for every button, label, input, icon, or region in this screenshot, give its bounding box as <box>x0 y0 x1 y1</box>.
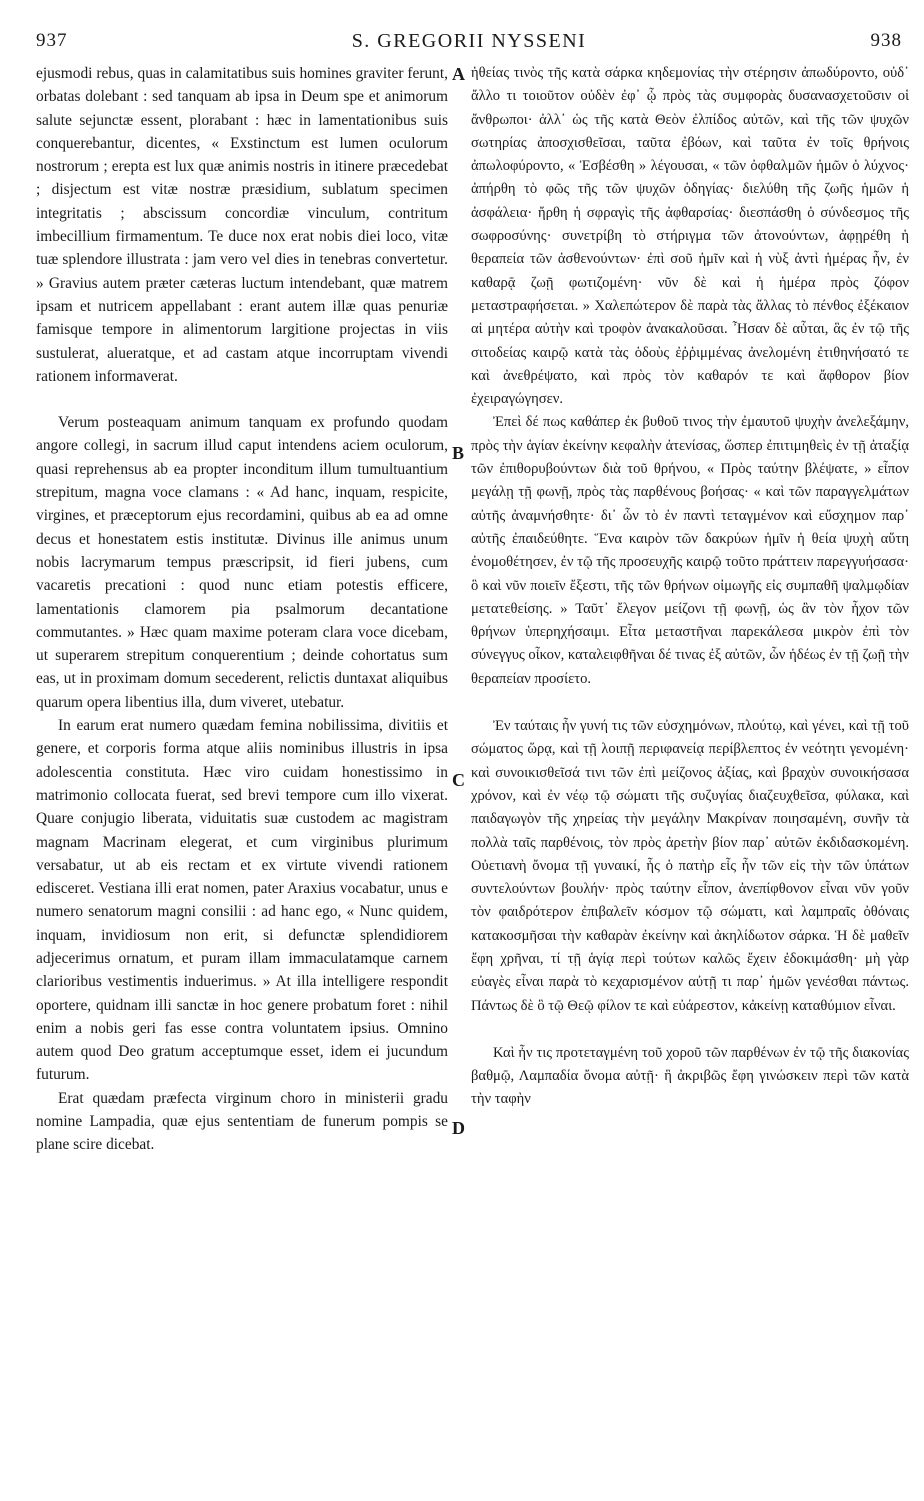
margin-marker-d: D <box>452 1118 465 1138</box>
latin-paragraph: Verum posteaquam animum tanquam ex profundo quodam angore collegi, in sacrum illud caput intendens aciem oculorum, quasi reprehensus ab ea propter inconditum illum tumultuantium strepitum, magna voce clamans : « Ad hanc, inquam, respicite, virgines, et præceptorum ejus recordamini, quibus ab ea ad omne decus et honestatem estis institutæ. Divinus ille animus unum nobis lacrymarum tempus præscripsit, id fieri jubens, cum vacaretis precationi : quod nunc etiam potestis efficere, lamentationis clamorem pia psalmorum decantatione commutantes. » Hæc quam maxime poteram clara voce dicebam, ut superarem strepitum conquerentium ; deinde cohortatus sum eas, ut in proximam domum secederent, relictis duntaxat aliquibus quarum opera libentius illa, dum viveret, utebatur. <box>36 414 448 711</box>
greek-column <box>471 62 909 1112</box>
latin-paragraph: In earum erat numero quædam femina nobilissima, divitiis et genere, et corporis forma atque aliis nominibus illustris in ipsa adolescentia constituta. Hæc viro cuidam honestissimo in matrimonio collocata fuerat, sed brevi tempore cum illo vixerat. Quare conjugio liberata, viduitatis suæ custodem ac magistram magnam Macrinam elegerat, et cum virginibus plurimum versabatur, ut ab eis rectam et ex virtute vivendi rationem edisceret. Vestiana illi erat nomen, pater Araxius vocabatur, unus e numero senatorum magni consilii : ad hanc ego, « Nunc quidem, inquam, invidiosum non erit, si defunctæ splendidiorem adjecerimus ornatum, et puram illam immaculatamque carnem clarioribus vestimentis induerimus. » At illa intelligere respondit oportere, quidnam illi sanctæ in hoc genere probatum foret : nihil enim a nobis geri fas esse contra voluntatem ipsius. Omnino autem quod Deo gratum acceptumque esset, idem ei jucundum futurum. <box>36 717 448 1084</box>
page-number-left: 937 <box>36 30 68 51</box>
latin-column <box>36 62 448 1157</box>
greek-paragraph: Ἐπεὶ δέ πως καθάπερ ἐκ βυθοῦ τινος τὴν ἐμαυτοῦ ψυχὴν ἀνελεξάμην, πρὸς τὴν ἁγίαν ἐκείνην κεφαλὴν ἀτενίσας, ὥσπερ ἐπιτιμηθεὶς ἐν τῇ ἀταξίᾳ τῶν ἐπιθορυβούντων διὰ τοῦ θρήνου, « Πρὸς ταύτην βλέψατε, » εἶπον μεγάλῃ τῇ φωνῇ, πρὸς τὰς παρθένους βοήσας· « καὶ τῶν παραγγελμάτων αὐτῆς ἀναμνήσθητε· δι᾽ ὧν τὸ ἐν παντὶ τεταγμένον καὶ εὔσχημον παρ᾽ αὐτῆς ἐπαιδεύθητε. Ἕνα καιρὸν τῶν δακρύων ἡμῖν ἡ θεία ψυχὴ αὕτη ἐνομοθέτησεν, ἐν τῷ τῆς προσευχῆς καιρῷ τοῦτο πράττειν παρεγγυήσασα· ὃ καὶ νῦν ποιεῖν ἔξεστι, τῆς τῶν θρήνων οἰμωγῆς εἰς συμπαθῆ ψαλμῳδίαν μετατεθείσης. » Ταῦτ᾽ ἔλεγον μείζονι τῇ φωνῇ, ὡς ἂν τὸν ἦχον τῶν θρήνων ὑπερηχήσαιμι. Εἶτα μεταστῆναι παρεκάλεσα μικρὸν ἐπὶ τὸν σύνεγγυς οἶκον, καταλειφθῆναι δέ τινας ἐξ αὐτῶν, ὧν ἡδέως ἐν τῇ ζωῇ τὴν θεραπείαν προσίετο. <box>471 414 909 687</box>
page-number-right: 938 <box>870 30 902 51</box>
greek-paragraph: Καὶ ἦν τις προτεταγμένη τοῦ χοροῦ τῶν παρθένων ἐν τῷ τῆς διακονίας βαθμῷ, Λαμπαδία ὄνομα αὐτῇ· ἣ ἀκριβῶς ἔφη γινώσκειν περὶ τῶν κατὰ τὴν ταφὴν <box>471 1044 909 1108</box>
greek-paragraph: ἡθείας τινὸς τῆς κατὰ σάρκα κηδεμονίας τὴν στέρησιν ἀπωδύροντο, οὐδ᾽ ἄλλο τι τοιοῦτον οὐδὲν ἐφ᾽ ᾧ πρὸς τὰς συμφορὰς δυσανασχετοῦσιν οἱ ἄνθρωποι· ἀλλ᾽ ὡς τῆς κατὰ Θεὸν ἐλπίδος αὐτῶν, καὶ τῆς τῶν ψυχῶν σωτηρίας ἀποσχισθεῖσαι, ταῦτα ἐβόων, καὶ ταῦτα ἐν τοῖς θρήνοις ἀπωλοφύροντο, « Ἐσβέσθη » λέγουσαι, « τῶν ὀφθαλμῶν ἡμῶν ὁ λύχνος· ἀπήρθη τὸ φῶς τῆς τῶν ψυχῶν ὁδηγίας· διελύθη τῆς ζωῆς ἡμῶν ἡ ἀσφάλεια· ἤρθη ἡ σφραγὶς τῆς ἀφθαρσίας· διεσπάσθη ὁ σύνδεσμος τῆς σωφροσύνης· συνετρίβη τὸ στήριγμα τῶν ἀτονούντων, ἀφῃρέθη ἡ θεραπεία τῶν ἀσθενούντων· ἐπὶ σοῦ ἡμῖν καὶ ἡ νὺξ ἀντὶ ἡμέρας ἦν, ἐν καθαρᾷ ζωῇ φωτιζομένη· νῦν δὲ καὶ ἡ ἡμέρα πρὸς ζόφον μεταστραφήσεται. » Χαλεπώτερον δὲ παρὰ τὰς ἄλλας τὸ πένθος ἐξέκαιον αἱ μητέρα αὐτὴν καὶ τροφὸν ἀνακαλοῦσαι. Ἦσαν δὲ αὗται, ἃς ἐν τῷ τῆς σιτοδείας καιρῷ κατὰ τὰς ὁδοὺς ἐῤῥιμμένας ἀνελομένη ἐτιθηνήσατό τε καὶ ἀνεθρέψατο, καὶ πρὸς τὸν καθαρόν τε καὶ ἄφθορον βίον ἐχειραγώγησεν. <box>471 65 909 408</box>
running-title: S. GREGORII NYSSENI <box>351 30 587 52</box>
margin-marker-a: A <box>452 64 465 84</box>
latin-paragraph: Erat quædam præfecta virginum choro in ministerii gradu nomine Lampadia, quæ ejus sententiam de funerum pompis se plane scire dicebat. <box>36 1089 448 1154</box>
margin-marker-c: C <box>452 770 465 790</box>
latin-paragraph: ejusmodi rebus, quas in calamitatibus suis homines graviter ferunt, orbatas dolebant : sed tanquam ab ipsa in Deum spe et animorum salute sejunctæ essent, plorabant : hæc in lamentationibus suis conquerebantur, dicentes, « Exstinctum est lumen oculorum nostrorum ; erepta est lux quæ animis nostris in itinere præcedebat ; disjectum est vitæ nostræ præsidium, sublatum specimen integritatis ; abscissum concordiæ vinculum, contritum imbecillium firmamentum. Te duce nox erat nobis diei loco, vitæ tuæ splendore illustrata : jam vero vel dies in tenebras convertetur. » Gravius autem præter cæteras luctum intendebant, quæ matrem ipsam et nutricem appellabant : erant autem illæ quas penuriæ famisque tempore in alimentorum largitione projectas in viis sustulerat, alueratque, et ad castam atque incorruptam vivendi rationem informaverat. <box>36 65 448 385</box>
greek-paragraph: Ἐν ταύταις ἦν γυνή τις τῶν εὐσχημόνων, πλούτῳ, καὶ γένει, καὶ τῇ τοῦ σώματος ὥρᾳ, καὶ τῇ λοιπῇ περιφανείᾳ περίβλεπτος ἐν νεότητι γενομένη· καὶ συνοικισθεῖσά τινι τῶν ἐπὶ μείζονος ἀξίας, καὶ βραχὺν συνοικήσασα χρόνον, καὶ ἐν νέῳ τῷ σώματι τῆς συζυγίας διαζευχθεῖσα, φύλακα, καὶ παιδαγωγὸν τῆς χηρείας τὴν μεγάλην Μακρίναν ποιησαμένη, συνῆν τὰ πολλὰ ταῖς παρθένοις, τὸν πρὸς ἀρετὴν βίον παρ᾽ αὐτῶν ἐκδιδασκομένη. Οὐετιανὴ ὄνομα τῇ γυναικί, ἧς ὁ πατὴρ εἷς ἦν τῶν εἰς τὴν τῶν ὑπάτων συντελούντων βουλήν· πρὸς ταύτην εἶπον, ἀνεπίφθονον εἶναι νῦν γοῦν τὸν φαιδρότερον ἐπιβαλεῖν κόσμον τῷ σώματι, καὶ λαμπραῖς ὀθόναις κατακοσμῆσαι τὴν καθαρὰν ἐκείνην καὶ ἀκηλίδωτον σάρκα. Ἡ δὲ μαθεῖν ἔφη χρῆναι, τί τῇ ἁγίᾳ περὶ τούτων καλῶς ἔχειν ἐδοκιμάσθη· μὴ γὰρ εὐαγὲς εἶναι παρὰ τὸ κεχαρισμένον αὐτῇ τι παρ᾽ ἡμῶν γενέσθαι πάντως. Πάντως δὲ ὃ τῷ Θεῷ φίλον τε καὶ εὐάρεστον, κἀκείνῃ καταθύμιον εἶναι. <box>471 718 909 1014</box>
running-header <box>36 30 902 58</box>
margin-marker-b: B <box>452 443 465 463</box>
